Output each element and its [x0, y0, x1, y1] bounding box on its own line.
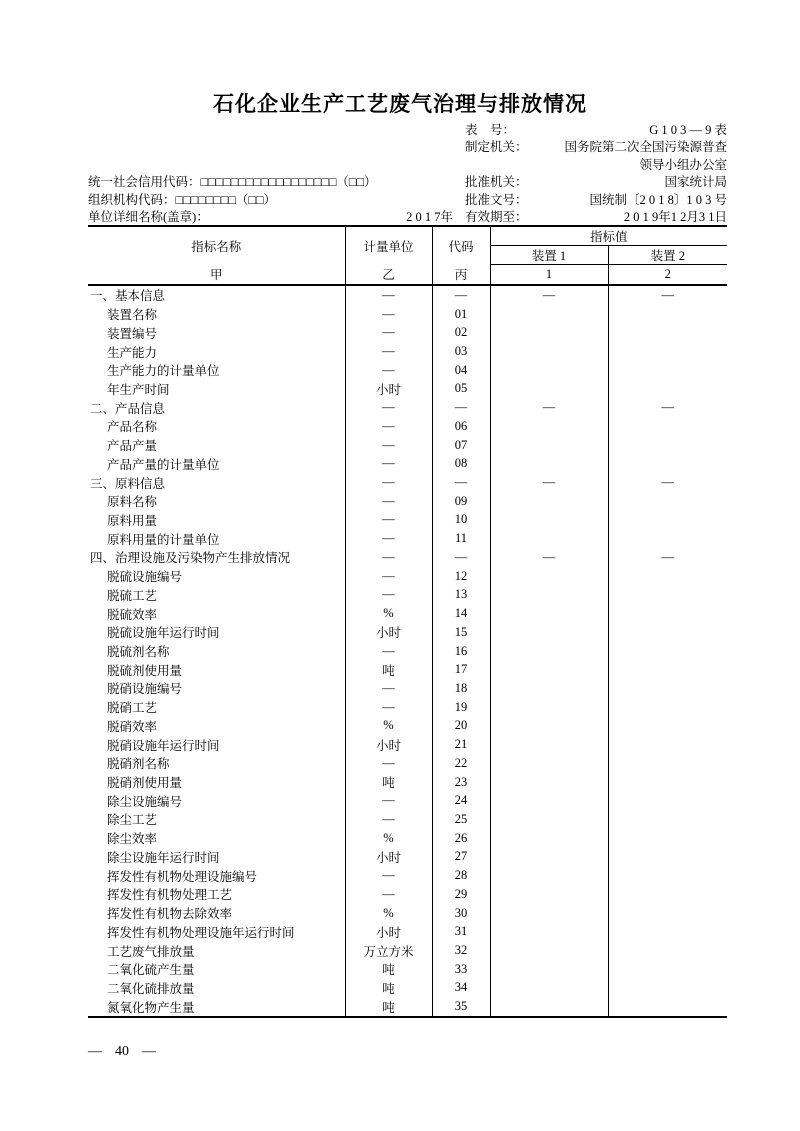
indicator-row: [88, 529, 727, 548]
cell-device1-value: [490, 904, 608, 923]
cell-device2-value: [608, 904, 727, 923]
header-col-1: 1: [490, 265, 608, 286]
cell-unit: 吨: [345, 979, 432, 998]
cell-indicator-name: 四、治理设施及污染物产生排放情况: [90, 551, 291, 566]
cell-code: 03: [432, 342, 490, 361]
cell-unit: —: [345, 885, 432, 904]
indicator-row: [88, 922, 727, 941]
meta-right-label: 批准机关：: [465, 175, 528, 190]
cell-indicator-name: 产品产量的计量单位: [107, 457, 220, 472]
header-col-yi: 乙: [345, 265, 432, 286]
cell-code: 12: [432, 567, 490, 586]
cell-indicator-name: 除尘工艺: [107, 813, 158, 828]
header-indicator-name: 指标名称: [191, 239, 242, 254]
cell-code: 33: [432, 960, 490, 979]
cell-unit: —: [345, 361, 432, 380]
cell-unit: —: [345, 305, 432, 324]
cell-device1-value: [490, 717, 608, 736]
cell-unit: 小时: [345, 623, 432, 642]
cell-indicator-name: 挥发性有机物处理工艺: [107, 888, 233, 903]
cell-device1-value: [490, 436, 608, 455]
cell-device2-value: [608, 922, 727, 941]
cell-device1-value: [490, 866, 608, 885]
cell-indicator-name: 脱硝设施编号: [107, 682, 183, 697]
cell-indicator-name: 原料用量: [107, 513, 158, 528]
indicator-row: [88, 380, 727, 399]
cell-device1-value: [490, 361, 608, 380]
cell-device2-value: [608, 492, 727, 511]
cell-device2-value: [608, 361, 727, 380]
cell-unit: 小时: [345, 922, 432, 941]
cell-device2-value: [608, 791, 727, 810]
header-col-2: 2: [608, 265, 727, 286]
indicator-row: [88, 904, 727, 923]
form-meta-block: [88, 120, 727, 225]
cell-device2-value: [608, 511, 727, 530]
cell-device2-value: [608, 829, 727, 848]
indicator-row: [88, 660, 727, 679]
indicator-row: [88, 960, 727, 979]
cell-indicator-name: 二氧化硫产生量: [107, 963, 195, 978]
meta-row: [88, 190, 727, 208]
cell-code: 22: [432, 754, 490, 773]
cell-unit: —: [345, 323, 432, 342]
cell-indicator-name: 脱硫剂名称: [107, 645, 170, 660]
cell-device1-value: [490, 305, 608, 324]
meta-left-label: 单位详细名称(盖章)：: [88, 210, 209, 225]
cell-device1-value: [490, 885, 608, 904]
header-device-2: 装置 2: [608, 246, 727, 265]
indicator-row: [88, 941, 727, 960]
cell-code: 20: [432, 717, 490, 736]
cell-indicator-name: 挥发性有机物处理设施年运行时间: [107, 925, 295, 940]
cell-code: 34: [432, 979, 490, 998]
cell-indicator-name: 除尘设施编号: [107, 794, 183, 809]
meta-left-label: 统一社会信用代码：□□□□□□□□□□□□□□□□□□（□□）: [88, 175, 377, 190]
indicator-row: [88, 997, 727, 1017]
page-number-dash-left: —: [88, 1044, 102, 1059]
header-code: 代码: [432, 226, 490, 265]
cell-device1-value: [490, 698, 608, 717]
indicator-row: [88, 623, 727, 642]
cell-indicator-name: 装置编号: [107, 326, 158, 341]
meta-right-value: 2 0 1 9年1 2月3 1日: [623, 210, 727, 225]
meta-row: [88, 120, 727, 138]
indicator-row: [88, 567, 727, 586]
cell-device2-value: [608, 623, 727, 642]
cell-indicator-name: 脱硫设施编号: [107, 570, 183, 585]
indicator-table: [88, 225, 727, 1018]
cell-indicator-name: 脱硝剂名称: [107, 757, 170, 772]
cell-code: 18: [432, 679, 490, 698]
cell-device1-value: [490, 529, 608, 548]
cell-code: 10: [432, 511, 490, 530]
cell-unit: —: [345, 567, 432, 586]
indicator-row: [88, 735, 727, 754]
cell-indicator-name: 脱硫剂使用量: [107, 663, 183, 678]
cell-device2-value: [608, 436, 727, 455]
meta-right: [465, 207, 727, 225]
indicator-row: [88, 791, 727, 810]
meta-right-value: G 1 0 3 — 9 表: [649, 122, 727, 137]
cell-code: 27: [432, 848, 490, 867]
cell-device2-value: [608, 997, 727, 1017]
cell-indicator-name: 产品产量: [107, 439, 158, 454]
cell-code: 30: [432, 904, 490, 923]
cell-device1-value: [490, 922, 608, 941]
cell-unit: —: [345, 642, 432, 661]
meta-right-value: 领导小组办公室: [639, 157, 727, 172]
meta-left-label: 组织机构代码：□□□□□□□□（□□）: [88, 192, 277, 207]
cell-device2-value: [608, 848, 727, 867]
cell-device2-value: [608, 717, 727, 736]
cell-indicator-name: 脱硫效率: [107, 607, 158, 622]
cell-unit: 小时: [345, 848, 432, 867]
page-number-value: 40: [115, 1044, 129, 1059]
section-row: [88, 473, 727, 492]
cell-device2-value: [608, 323, 727, 342]
section-row: [88, 398, 727, 417]
cell-device1-value: [490, 586, 608, 605]
cell-device1-value: [490, 417, 608, 436]
cell-device1-value: [490, 342, 608, 361]
cell-code: —: [432, 548, 490, 567]
indicator-row: [88, 754, 727, 773]
cell-code: 06: [432, 417, 490, 436]
cell-indicator-name: 脱硫工艺: [107, 588, 158, 603]
cell-code: 11: [432, 529, 490, 548]
cell-indicator-name: 生产能力的计量单位: [107, 364, 220, 379]
cell-unit: —: [345, 492, 432, 511]
page-number-dash-right: —: [142, 1044, 156, 1059]
cell-device2-value: —: [608, 548, 727, 567]
cell-unit: —: [345, 791, 432, 810]
cell-code: 23: [432, 773, 490, 792]
cell-indicator-name: 生产能力: [107, 345, 158, 360]
cell-code: 17: [432, 660, 490, 679]
indicator-row: [88, 436, 727, 455]
cell-code: 15: [432, 623, 490, 642]
table-header: [88, 226, 727, 285]
cell-indicator-name: 挥发性有机物处理设施编号: [107, 869, 258, 884]
cell-code: 01: [432, 305, 490, 324]
indicator-row: [88, 698, 727, 717]
indicator-row: [88, 586, 727, 605]
cell-device1-value: [490, 848, 608, 867]
cell-device1-value: [490, 511, 608, 530]
cell-indicator-name: 脱硝设施年运行时间: [107, 738, 220, 753]
cell-unit: 吨: [345, 960, 432, 979]
cell-indicator-name: 脱硝效率: [107, 719, 158, 734]
cell-device2-value: [608, 754, 727, 773]
cell-indicator-name: 挥发性有机物去除效率: [107, 907, 233, 922]
cell-indicator-name: 脱硝剂使用量: [107, 776, 183, 791]
cell-indicator-name: 二、产品信息: [90, 401, 166, 416]
cell-device1-value: [490, 810, 608, 829]
cell-device1-value: [490, 679, 608, 698]
cell-device2-value: [608, 979, 727, 998]
cell-code: 16: [432, 642, 490, 661]
cell-device2-value: [608, 567, 727, 586]
cell-indicator-name: 原料名称: [107, 495, 158, 510]
cell-code: 19: [432, 698, 490, 717]
meta-left: [88, 190, 465, 208]
cell-code: 24: [432, 791, 490, 810]
cell-device2-value: [608, 866, 727, 885]
meta-right-value: 国统制〔2 0 1 8〕1 0 3 号: [589, 192, 727, 207]
cell-device2-value: [608, 885, 727, 904]
indicator-row: [88, 642, 727, 661]
cell-device1-value: [490, 997, 608, 1017]
section-row: [88, 548, 727, 567]
indicator-row: [88, 717, 727, 736]
meta-row: [88, 155, 727, 173]
cell-code: 35: [432, 997, 490, 1017]
cell-unit: %: [345, 904, 432, 923]
cell-device1-value: [490, 380, 608, 399]
section-row: [88, 285, 727, 305]
cell-code: 05: [432, 380, 490, 399]
cell-device2-value: [608, 454, 727, 473]
cell-unit: —: [345, 511, 432, 530]
cell-unit: —: [345, 679, 432, 698]
cell-device2-value: [608, 305, 727, 324]
meta-right: [465, 120, 727, 138]
cell-unit: —: [345, 342, 432, 361]
meta-right: [465, 137, 727, 155]
cell-code: 29: [432, 885, 490, 904]
cell-device2-value: [608, 679, 727, 698]
cell-device1-value: [490, 660, 608, 679]
meta-right-value: 国务院第二次全国污染源普查: [564, 140, 727, 155]
cell-code: 21: [432, 735, 490, 754]
indicator-row: [88, 417, 727, 436]
meta-right-value: 国家统计局: [664, 175, 727, 190]
cell-code: —: [432, 285, 490, 305]
cell-device2-value: —: [608, 285, 727, 305]
cell-unit: —: [345, 866, 432, 885]
cell-device2-value: [608, 604, 727, 623]
cell-unit: 万立方米: [345, 941, 432, 960]
indicator-row: [88, 511, 727, 530]
cell-device1-value: —: [490, 548, 608, 567]
cell-device2-value: [608, 698, 727, 717]
cell-device2-value: [608, 586, 727, 605]
cell-device1-value: [490, 492, 608, 511]
cell-device2-value: [608, 660, 727, 679]
cell-indicator-name: 二氧化硫排放量: [107, 981, 195, 996]
cell-unit: —: [345, 754, 432, 773]
cell-indicator-name: 产品名称: [107, 420, 158, 435]
cell-unit: 小时: [345, 380, 432, 399]
cell-code: 13: [432, 586, 490, 605]
cell-device1-value: [490, 623, 608, 642]
cell-device1-value: [490, 960, 608, 979]
header-device-1: 装置 1: [490, 246, 608, 265]
cell-device2-value: [608, 773, 727, 792]
cell-unit: %: [345, 717, 432, 736]
meta-right: [465, 190, 727, 208]
meta-right-label: 制定机关：: [465, 140, 528, 155]
cell-unit: —: [345, 586, 432, 605]
indicator-row: [88, 810, 727, 829]
cell-device2-value: [608, 735, 727, 754]
indicator-row: [88, 454, 727, 473]
cell-device2-value: [608, 810, 727, 829]
header-unit: 计量单位: [345, 226, 432, 265]
meta-row: [88, 208, 727, 226]
indicator-row: [88, 979, 727, 998]
header-col-jia: 甲: [88, 265, 345, 286]
cell-code: 31: [432, 922, 490, 941]
cell-device1-value: [490, 735, 608, 754]
meta-left: [88, 172, 465, 190]
page-title: 石化企业生产工艺废气治理与排放情况: [213, 92, 587, 116]
cell-device1-value: [490, 773, 608, 792]
cell-device2-value: [608, 342, 727, 361]
cell-device1-value: [490, 829, 608, 848]
cell-device2-value: [608, 417, 727, 436]
cell-device1-value: [490, 941, 608, 960]
cell-unit: —: [345, 810, 432, 829]
cell-device1-value: [490, 454, 608, 473]
cell-unit: —: [345, 436, 432, 455]
header-indicator-value-group: 指标值: [490, 226, 727, 246]
indicator-row: [88, 342, 727, 361]
cell-device1-value: [490, 642, 608, 661]
cell-code: 25: [432, 810, 490, 829]
cell-unit: —: [345, 473, 432, 492]
cell-device1-value: —: [490, 398, 608, 417]
meta-right-label: 有效期至：: [465, 210, 528, 225]
cell-indicator-name: 除尘效率: [107, 832, 158, 847]
cell-unit: 小时: [345, 735, 432, 754]
cell-device2-value: [608, 642, 727, 661]
cell-device2-value: [608, 941, 727, 960]
cell-device1-value: [490, 754, 608, 773]
meta-row: [88, 138, 727, 156]
cell-indicator-name: 原料用量的计量单位: [107, 532, 220, 547]
cell-device1-value: [490, 791, 608, 810]
cell-device1-value: —: [490, 473, 608, 492]
cell-indicator-name: 年生产时间: [107, 382, 170, 397]
cell-device2-value: [608, 380, 727, 399]
cell-unit: —: [345, 417, 432, 436]
cell-device2-value: —: [608, 473, 727, 492]
indicator-row: [88, 829, 727, 848]
cell-code: 08: [432, 454, 490, 473]
indicator-row: [88, 885, 727, 904]
meta-right: [465, 155, 727, 173]
cell-code: 04: [432, 361, 490, 380]
cell-unit: —: [345, 454, 432, 473]
cell-unit: —: [345, 398, 432, 417]
indicator-row: [88, 848, 727, 867]
cell-unit: %: [345, 604, 432, 623]
cell-indicator-name: 氮氧化物产生量: [107, 1000, 195, 1015]
header-col-bing: 丙: [432, 265, 490, 286]
cell-device1-value: [490, 979, 608, 998]
cell-code: 09: [432, 492, 490, 511]
cell-code: —: [432, 398, 490, 417]
report-year: [453, 190, 465, 208]
page-number: [88, 1044, 156, 1060]
cell-indicator-name: 一、基本信息: [90, 289, 166, 304]
cell-code: 07: [432, 436, 490, 455]
meta-right-label: 批准文号：: [465, 192, 528, 207]
meta-right-label: 表 号：: [465, 122, 516, 137]
cell-indicator-name: 除尘设施年运行时间: [107, 850, 220, 865]
meta-row: [88, 173, 727, 191]
cell-code: 32: [432, 941, 490, 960]
cell-device2-value: [608, 529, 727, 548]
cell-unit: —: [345, 529, 432, 548]
cell-indicator-name: 脱硫设施年运行时间: [107, 626, 220, 641]
cell-indicator-name: 三、原料信息: [90, 476, 166, 491]
indicator-row: [88, 604, 727, 623]
cell-device1-value: [490, 567, 608, 586]
cell-unit: %: [345, 829, 432, 848]
report-year: 2 0 1 7年: [406, 210, 453, 225]
cell-unit: —: [345, 548, 432, 567]
table-body: [88, 285, 727, 1017]
cell-device1-value: —: [490, 285, 608, 305]
cell-indicator-name: 脱硝工艺: [107, 701, 158, 716]
indicator-row: [88, 866, 727, 885]
indicator-row: [88, 773, 727, 792]
cell-unit: 吨: [345, 660, 432, 679]
cell-device1-value: [490, 323, 608, 342]
indicator-row: [88, 679, 727, 698]
indicator-row: [88, 305, 727, 324]
meta-left: [88, 207, 465, 225]
cell-unit: 吨: [345, 997, 432, 1017]
cell-unit: —: [345, 285, 432, 305]
meta-right: [465, 172, 727, 190]
cell-code: 28: [432, 866, 490, 885]
cell-unit: 吨: [345, 773, 432, 792]
cell-indicator-name: 装置名称: [107, 308, 158, 323]
cell-indicator-name: 工艺废气排放量: [107, 944, 195, 959]
meta-right-label: [465, 155, 543, 173]
cell-device2-value: [608, 960, 727, 979]
indicator-row: [88, 492, 727, 511]
indicator-row: [88, 323, 727, 342]
indicator-row: [88, 361, 727, 380]
cell-code: —: [432, 473, 490, 492]
cell-device2-value: —: [608, 398, 727, 417]
cell-code: 02: [432, 323, 490, 342]
cell-code: 26: [432, 829, 490, 848]
cell-code: 14: [432, 604, 490, 623]
cell-unit: —: [345, 698, 432, 717]
report-year: [453, 172, 465, 190]
cell-device1-value: [490, 604, 608, 623]
